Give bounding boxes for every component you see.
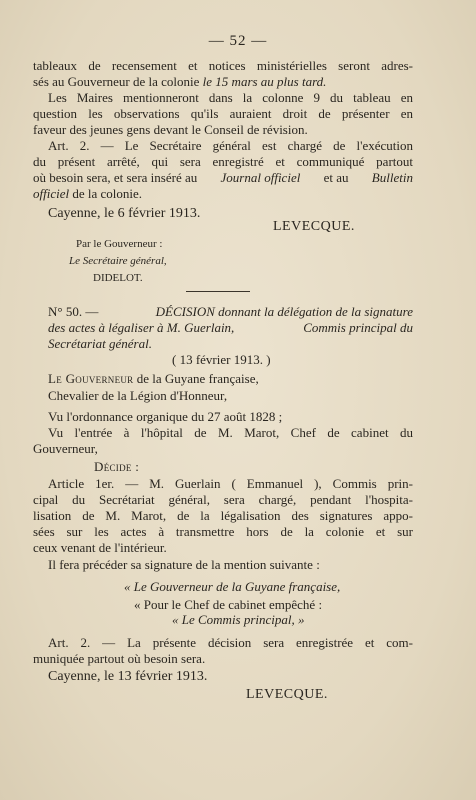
text-line: où besoin sera, et sera inséré au Journal officiel et au Bulletin [33, 170, 413, 185]
signature: LEVECQUE. [246, 687, 328, 702]
decide-label: Décide : [94, 459, 140, 474]
text-line: officiel de la colonie. [33, 186, 143, 201]
text-line: Article 1er. — M. Guerlain ( Emmanuel ), Commis prin- [48, 476, 413, 491]
text-line: sés au Gouverneur de la colonie le 15 mars au plus tard. [33, 74, 327, 89]
text-line: Vu l'ordonnance organique du 27 août 1828 ; [48, 409, 283, 424]
page-number: — 52 — [208, 33, 268, 49]
decision-date: ( 13 février 1913. ) [172, 352, 271, 367]
text-line: lisation de M. Marot, de la légalisation des signatures appo- [33, 508, 413, 523]
text-line: ceux venant de l'intérieur. [33, 540, 167, 555]
text-line: faveur des jeunes gens devant le Conseil de révision. [33, 122, 308, 137]
text-line: tableaux de recensement et notices ministérielles seront adres- [33, 58, 413, 73]
text-line: cipal du Secrétariat général, sera chargé, pendant l'hospita- [33, 492, 413, 507]
text-line: Art. 2. — Le Secrétaire général est chargé de l'exécution [48, 138, 413, 153]
decision-heading: des actes à légaliser à M. Guerlain, Commis principal du [48, 320, 413, 335]
decision-heading: N° 50. — DÉCISION donnant la délégation de la signature [48, 304, 413, 319]
text-line: Les Maires mentionneront dans la colonne 9 du tableau en [48, 90, 413, 105]
date-line: Cayenne, le 13 février 1913. [48, 669, 208, 684]
quote-line: « Le Commis principal, » [172, 612, 305, 627]
separator-rule [186, 291, 250, 292]
date-line: Cayenne, le 6 février 1913. [48, 206, 201, 221]
par-le-gouverneur: Par le Gouverneur : [76, 238, 163, 250]
text-line: Gouverneur, [33, 441, 98, 456]
text-line: question les observations qu'ils auraient droit de présenter en [33, 106, 413, 121]
text-line: sées sur les actes à transmettre hors de la colonie et sur [33, 524, 413, 539]
text-line: Le Gouverneur de la Guyane française, [48, 371, 259, 386]
quote-line: « Le Gouverneur de la Guyane française, [124, 579, 341, 594]
text-line: Il fera précéder sa signature de la mention suivante : [48, 557, 320, 572]
text-line: Chevalier de la Légion d'Honneur, [48, 388, 228, 403]
signature: LEVECQUE. [273, 219, 355, 234]
quote-line: « Pour le Chef de cabinet empêché : [134, 597, 323, 612]
secretary-title: Le Secrétaire général, [69, 255, 167, 267]
text-line: muniquée partout où besoin sera. [33, 651, 206, 666]
text-line: Vu l'entrée à l'hôpital de M. Marot, Chef de cabinet du [48, 425, 413, 440]
secretary-name: DIDELOT. [93, 272, 143, 284]
text-line: Art. 2. — La présente décision sera enregistrée et com- [48, 635, 413, 650]
decision-heading: Secrétariat général. [48, 336, 152, 351]
text-line: du présent arrêté, qui sera enregistré et communiqué partout [33, 154, 413, 169]
